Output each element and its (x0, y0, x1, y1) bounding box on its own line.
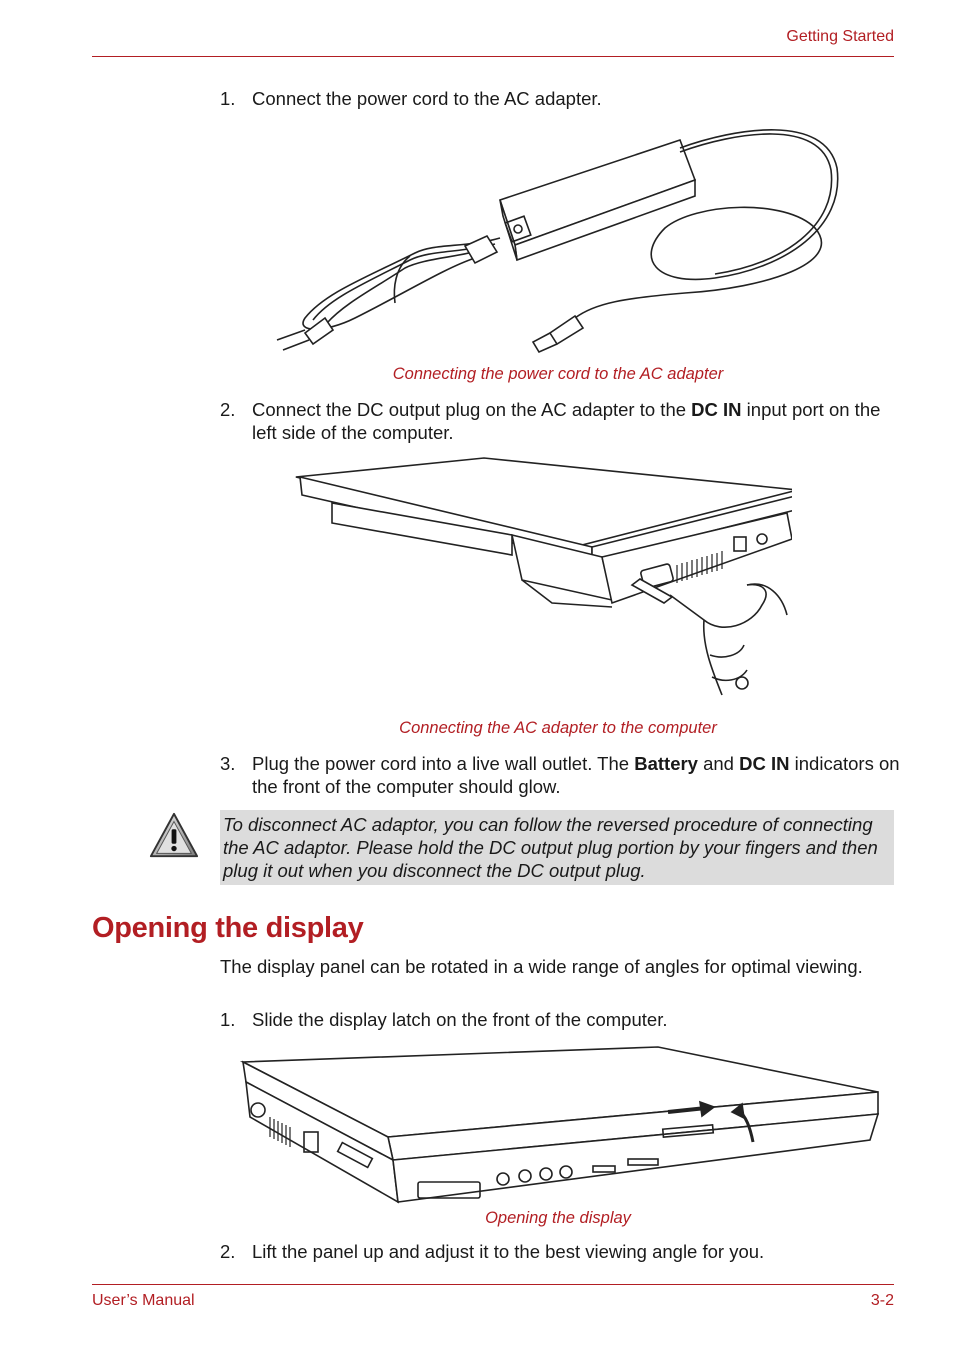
section-intro: The display panel can be rotated in a wide range of angles for optimal viewing. (220, 956, 863, 977)
warning-text: To disconnect AC adaptor, you can follow the reversed procedure of connecting the AC adaptor. Please hold the DC output plug portion by your fingers and then plug it out when you disconnect the DC output plug. (223, 814, 878, 881)
footer-rule (92, 1284, 894, 1285)
step-number: 1. (220, 88, 236, 109)
step-text-cont: indicators on the front of the computer should glow. (252, 753, 900, 797)
section-step-1 (220, 1008, 900, 1031)
figure-caption-1: Connecting the power cord to the AC adapter (392, 365, 724, 383)
warning-note (220, 810, 894, 885)
header-rule (92, 56, 894, 57)
step-text: Connect the DC output plug on the AC adapter to the (252, 399, 692, 420)
step-text-cont: input port on the left side of the computer. (252, 399, 881, 443)
step-1 (220, 87, 900, 110)
figure-caption-3: Opening the display (485, 1209, 631, 1227)
figure-caption-2: Connecting the AC adapter to the computer (399, 719, 717, 737)
figure-laptop-dc-in (292, 455, 792, 713)
figure-ac-adapter (265, 118, 850, 360)
step-text: Lift the panel up and adjust it to the best viewing angle for you. (252, 1241, 765, 1262)
step-3 (220, 752, 900, 798)
dc-in-label: DC IN (739, 753, 790, 774)
page-number: 3-2 (870, 1292, 894, 1309)
figure-open-display (238, 1042, 883, 1207)
step-text-mid: and (697, 753, 740, 774)
step-number: 2. (220, 399, 236, 420)
battery-label: Battery (634, 753, 698, 774)
step-number: 1. (220, 1009, 236, 1030)
warning-triangle-icon (148, 810, 200, 862)
section-heading: Opening the display (92, 912, 364, 944)
step-text: Slide the display latch on the front of the computer. (252, 1009, 668, 1030)
dc-in-label: DC IN (691, 399, 742, 420)
step-text: Connect the power cord to the AC adapter. (252, 88, 602, 109)
step-2 (220, 398, 900, 444)
step-number: 2. (220, 1241, 236, 1262)
footer-manual-title: User’s Manual (92, 1292, 195, 1309)
section-step-2 (220, 1240, 900, 1263)
running-header: Getting Started (786, 28, 894, 45)
step-number: 3. (220, 753, 236, 774)
step-text: Plug the power cord into a live wall outlet. The (252, 753, 635, 774)
